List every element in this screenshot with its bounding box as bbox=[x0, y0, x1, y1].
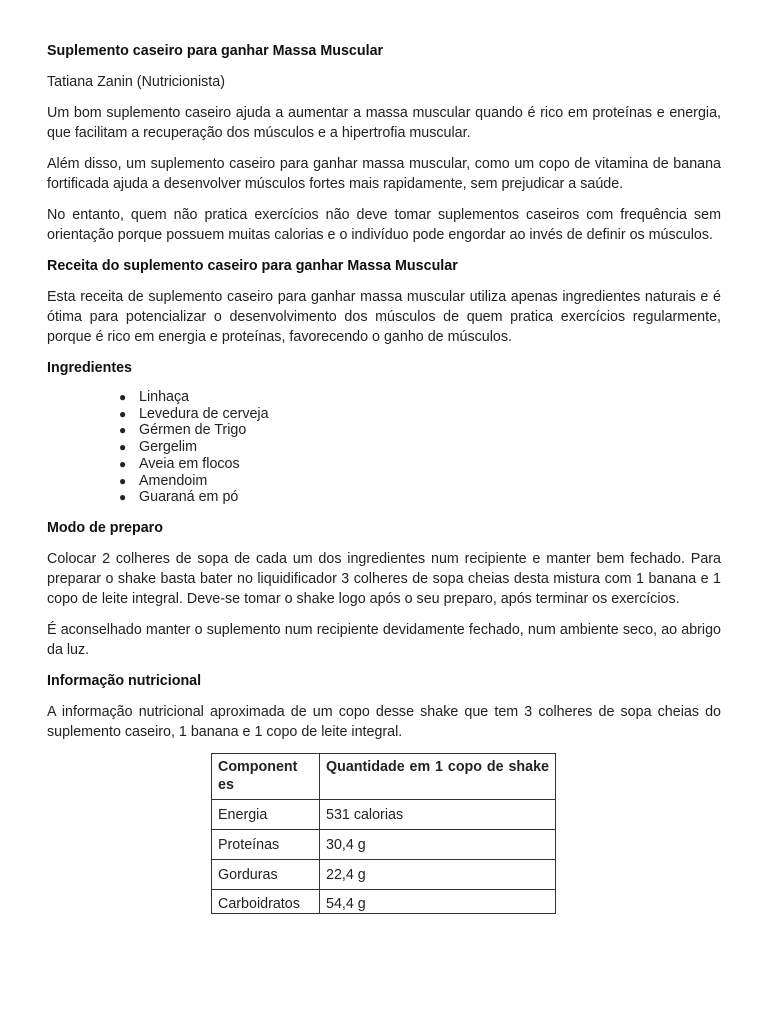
column-header-quantity: Quantidade em 1 copo de shake bbox=[320, 753, 556, 799]
list-item: ● Linhaça bbox=[119, 389, 721, 406]
table-row bbox=[212, 799, 556, 829]
table-cell-component: Energia bbox=[212, 799, 320, 829]
list-item: ● Gergelim bbox=[119, 439, 721, 456]
table-cell-quantity: 531 calorias bbox=[320, 799, 556, 829]
table-row bbox=[212, 829, 556, 859]
table-cell-component: Gorduras bbox=[212, 859, 320, 889]
table-row bbox=[212, 889, 556, 913]
recipe-paragraph: Esta receita de suplemento caseiro para ganhar massa muscular utiliza apenas ingredientes naturais e é ótima para potencializar o desenvolvimento dos músculos de quem pratica exercícios regularmente, porque é rico em energia e proteínas, favorecendo o ganho de músculos. bbox=[47, 289, 721, 345]
ingredients-list bbox=[47, 389, 721, 506]
document-content bbox=[47, 41, 721, 914]
table-row bbox=[212, 859, 556, 889]
table-cell-quantity: 30,4 g bbox=[320, 829, 556, 859]
table-header-row bbox=[212, 753, 556, 799]
list-item: ● Gérmen de Trigo bbox=[119, 422, 721, 439]
author-line: Tatiana Zanin (Nutricionista) bbox=[47, 74, 225, 90]
preparation-paragraph: Colocar 2 colheres de sopa de cada um dos ingredientes num recipiente e manter bem fechado. Para preparar o shake basta bater no liquidificador 3 colheres de sopa cheias desta mistura com 1 banana e 1 copo de leite integral. Deve-se tomar o shake logo após o seu preparo, após terminar os exercícios. bbox=[47, 550, 721, 607]
list-item: ● Guaraná em pó bbox=[119, 489, 721, 506]
intro-paragraph: Além disso, um suplemento caseiro para ganhar massa muscular, como um copo de vitamina de banana fortificada ajuda a desenvolver músculos fortes mais rapidamente, sem prejudicar a saúde. bbox=[47, 156, 721, 192]
list-item: ● Amendoim bbox=[119, 473, 721, 490]
table-cell-component: Proteínas bbox=[212, 829, 320, 859]
intro-paragraph: Um bom suplemento caseiro ajuda a aumentar a massa muscular quando é rico em proteínas e energia, que facilitam a recuperação dos músculos e a hipertrofia muscular. bbox=[47, 105, 721, 141]
nutrition-paragraph: A informação nutricional aproximada de um copo desse shake que tem 3 colheres de sopa cheias do suplemento caseiro, 1 banana e 1 copo de leite integral. bbox=[47, 703, 721, 740]
list-item: ● Aveia em flocos bbox=[119, 456, 721, 473]
table-cell-component: Carboidratos bbox=[212, 889, 320, 913]
intro-paragraph: No entanto, quem não pratica exercícios não deve tomar suplementos caseiros com frequência sem orientação porque possuem muitas calorias e o indivíduo pode engordar ao invés de definir os músculos. bbox=[47, 207, 721, 243]
list-item: ● Levedura de cerveja bbox=[119, 406, 721, 423]
ingredients-heading: Ingredientes bbox=[47, 360, 133, 376]
table-cell-quantity: 54,4 g bbox=[320, 889, 556, 913]
nutrition-table bbox=[211, 753, 556, 914]
preparation-paragraph: É aconselhado manter o suplemento num recipiente devidamente fechado, num ambiente seco, ao abrigo da luz. bbox=[47, 621, 721, 658]
nutrition-heading: Informação nutricional bbox=[47, 672, 202, 689]
column-header-component: Component es bbox=[212, 753, 320, 799]
document-title: Suplemento caseiro para ganhar Massa Muscular bbox=[47, 43, 384, 59]
recipe-heading: Receita do suplemento caseiro para ganhar Massa Muscular bbox=[47, 258, 458, 274]
preparation-heading: Modo de preparo bbox=[47, 519, 163, 536]
table-cell-quantity: 22,4 g bbox=[320, 859, 556, 889]
